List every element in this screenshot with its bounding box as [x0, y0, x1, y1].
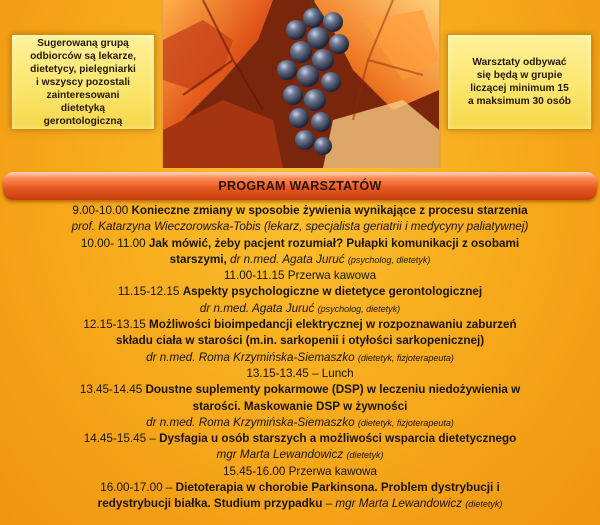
program-speaker-line	[0, 350, 600, 366]
program-break	[0, 366, 600, 382]
item-speaker-role: (dietetyk)	[346, 450, 384, 461]
break-label: Lunch	[321, 366, 354, 380]
program-item	[0, 236, 600, 252]
item-title: Dysfagia u osób starszych a możliwości wsparcia dietetycznego	[159, 432, 517, 446]
grapes-illustration	[163, 0, 439, 168]
item-time: 12.15-13.15	[83, 318, 146, 332]
program-item	[0, 284, 600, 300]
item-time: 16.00-17.00 –	[100, 481, 173, 495]
item-speaker: mgr Marta Lewandowicz	[335, 497, 463, 511]
item-speaker-role: (dietetyk)	[465, 499, 503, 510]
program-title: PROGRAM WARSZTATÓW	[218, 179, 382, 193]
program-item-continuation	[0, 333, 600, 349]
program-break	[0, 268, 600, 284]
program-speaker-line	[0, 219, 600, 235]
group-size-box: Warsztaty odbywać się będą w grupie liczącej minimum 15 a maksimum 30 osób	[447, 34, 592, 130]
item-time: 13.45-14.45	[79, 383, 143, 397]
item-speaker: dr n.med. Agata Juruć	[230, 252, 345, 266]
item-dash: –	[325, 497, 333, 511]
item-speaker-role: (dietetyk, fizjoterapeuta)	[357, 352, 454, 363]
item-time: 15.45-16.00	[223, 464, 286, 478]
program-speaker-line	[0, 415, 600, 431]
item-speaker-role: (psycholog, dietetyk)	[347, 254, 431, 265]
item-title: Aspekty psychologiczne w dietetyce gerontologicznej	[182, 285, 483, 299]
item-title-continuation: składu ciała w starości (m.in. sarkopenii i otyłości sarkopenicznej)	[115, 334, 485, 348]
item-time: 11.00-11.15	[223, 269, 285, 283]
program-banner	[3, 172, 597, 200]
item-speaker-role: (psycholog, dietetyk)	[317, 303, 401, 314]
item-time: 14.45-15.45 –	[83, 432, 156, 446]
program-item	[0, 480, 600, 496]
item-time: 13.15-13.45 –	[246, 366, 319, 380]
program-speaker-line	[0, 447, 600, 463]
break-label: Przerwa kawowa	[287, 269, 377, 283]
item-title: Jak mówić, żeby pacjent rozumiał? Pułapki komunikacji z osobami	[148, 236, 520, 250]
program-list	[0, 203, 600, 513]
item-time: 11.15-12.15	[117, 285, 180, 299]
program-item-continuation	[0, 496, 600, 512]
break-label: Przerwa kawowa	[288, 464, 377, 478]
item-title: Dietoterapia w chorobie Parkinsona. Problem dystrybucji i	[175, 481, 500, 495]
program-item-continuation	[0, 252, 600, 268]
item-speaker: mgr Marta Lewandowicz	[216, 448, 344, 462]
item-time: 9.00-10.00	[72, 204, 129, 217]
grapes-photo	[161, 0, 441, 168]
target-audience-box: Sugerowaną grupą odbiorców są lekarze, dietetycy, pielęgniarki i wszyscy pozostali zainteresowani dietetyką gerontologiczną	[11, 34, 155, 130]
item-time: 10.00- 11.00	[80, 236, 146, 250]
item-speaker-role: (dietetyk, fizjoterapeuta)	[357, 417, 454, 428]
program-item	[0, 382, 600, 398]
item-speaker: dr n.med. Agata Juruć	[199, 301, 315, 315]
item-title-continuation: starości. Maskowanie DSP w żywności	[192, 399, 408, 413]
item-title: Konieczne zmiany w sposobie żywienia wynikające z procesu starzenia	[131, 204, 528, 217]
program-item	[0, 317, 600, 333]
program-item	[0, 431, 600, 447]
program-speaker-line	[0, 301, 600, 317]
item-speaker: prof. Katarzyna Wieczorowska-Tobis (lekarz, specjalista geriatrii i medycyny paliatywnej)	[71, 220, 529, 234]
program-item-continuation	[0, 399, 600, 415]
item-speaker: dr n.med. Roma Krzymińska-Siemaszko	[146, 350, 355, 364]
item-title-continuation: redystrybucji białka. Studium przypadku	[97, 497, 323, 511]
item-speaker: dr n.med. Roma Krzymińska-Siemaszko	[146, 415, 355, 429]
program-item	[0, 203, 600, 219]
program-break	[0, 464, 600, 480]
item-title-continuation: starszymi,	[169, 252, 227, 266]
item-title: Doustne suplementy pokarmowe (DSP) w leczeniu niedożywienia w	[145, 383, 521, 397]
item-title: Możliwości bioimpedancji elektrycznej w rozpoznawaniu zaburzeń	[149, 318, 517, 332]
